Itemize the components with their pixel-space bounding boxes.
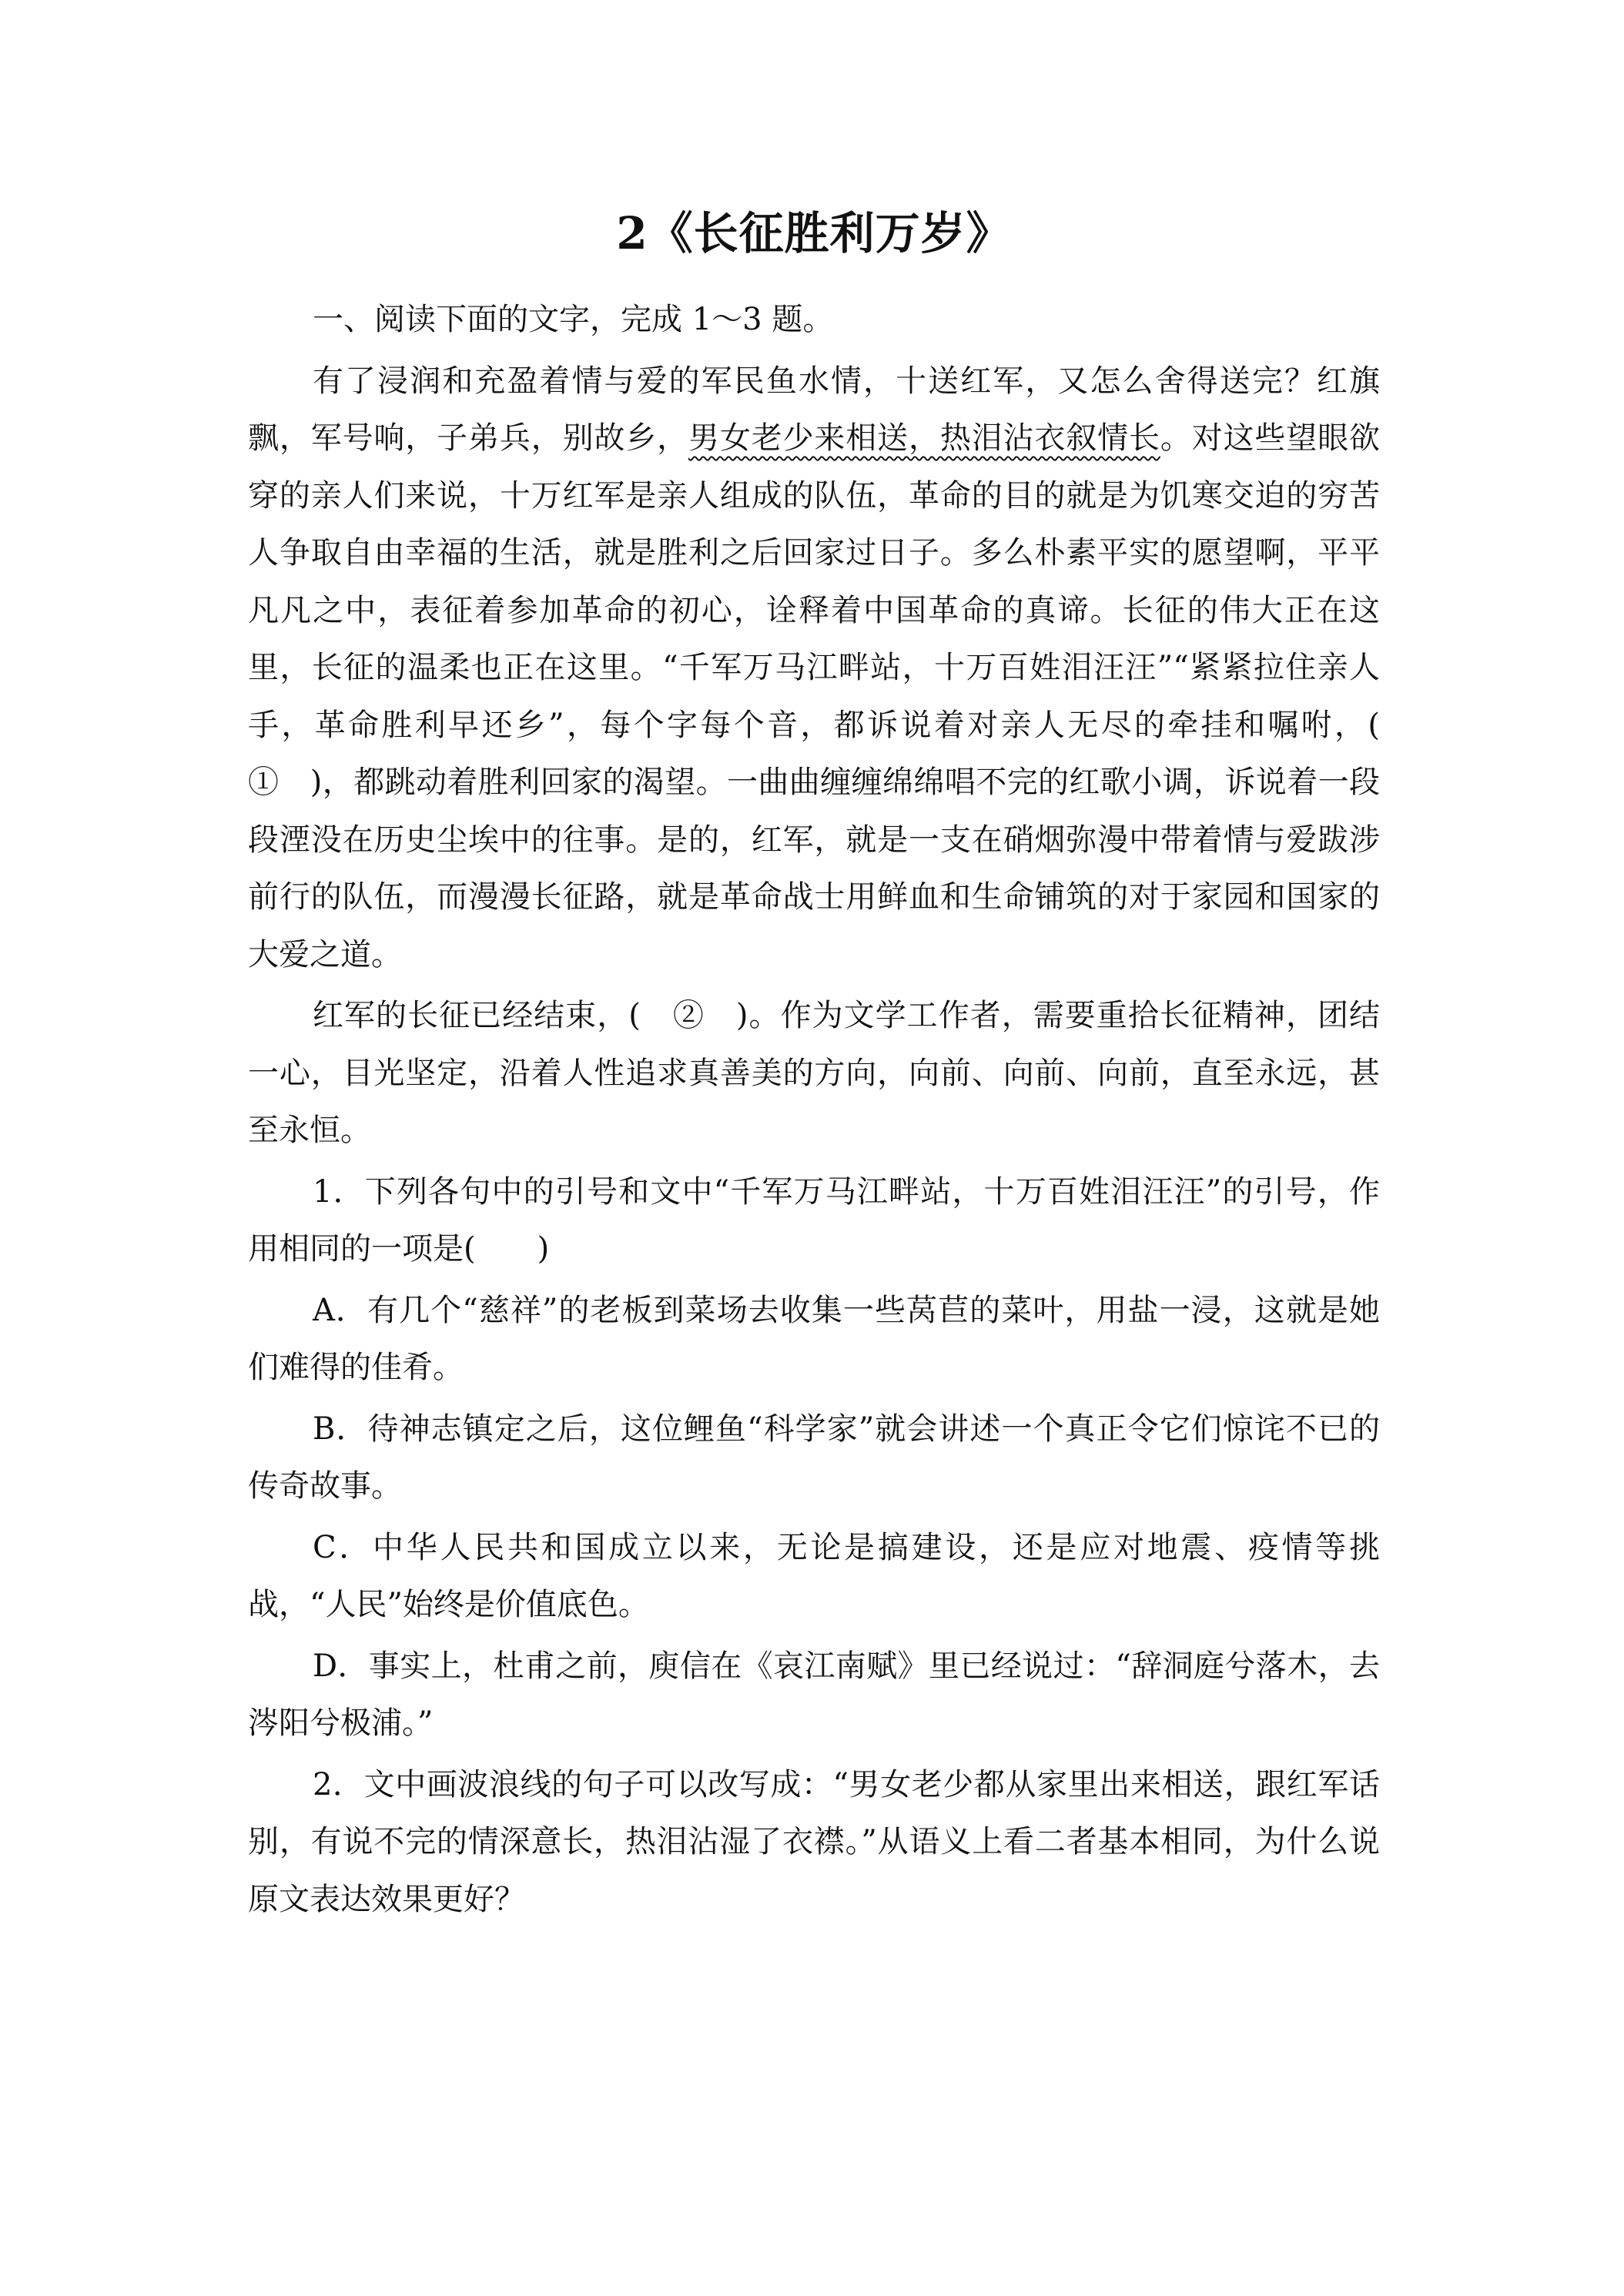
passage-text: 。对这些望眼欲穿的亲人们来说，十万红军是亲人组成的队伍，革命的目的就是为饥寒交迫的穷苦人争取自由幸福的生活，就是胜利之后回家过日子。多么朴素平实的愿望啊，平平凡凡之中，表征着参加革命的初心，诠释着中国革命的真谛。长征的伟大正在这里，长征的温柔也正在这里。“千军万马江畔站，十万百姓泪汪汪”“紧紧拉住亲人手，革命胜利早还乡”，每个字每个音，都诉说着对亲人无尽的牵挂和嘱咐，( ① )，都跳动着胜利回家的渴望。一曲曲缠缠绵绵唱不完的红歌小调，诉说着一段段湮没在历史尘埃中的往事。是的，红军，就是一支在硝烟弥漫中带着情与爱跋涉前行的队伍，而漫漫长征路，就是革命战士用鲜血和生命铺筑的对于家园和国家的大爱之道。	[248, 420, 1411, 972]
question-1-option-b: B．待神志镇定之后，这位鲤鱼“科学家”就会讲述一个真正令它们惊诧不已的传奇故事。	[248, 1411, 1380, 1504]
wavy-underlined-sentence: 男女老少来相送，热泪沾衣叙情长	[688, 420, 1160, 456]
question-1-option-d: D．事实上，杜甫之前，庾信在《哀江南赋》里已经说过：“辞洞庭兮落木，去涔阳兮极浦。”	[248, 1648, 1380, 1741]
question-2-stem: 2．文中画波浪线的句子可以改写成：“男女老少都从家里出来相送，跟红军话别，有说不完的情深意长，热泪沾湿了衣襟。”从语义上看二者基本相同，为什么说原文表达效果更好？	[248, 1766, 1380, 1917]
passage-paragraph-1	[248, 353, 1411, 984]
question-1-stem: 1．下列各句中的引号和文中“千军万马江畔站，十万百姓泪汪汪”的引号，作用相同的一项是( )	[248, 1173, 1380, 1267]
question-1-option-a: A．有几个“慈祥”的老板到菜场去收集一些莴苣的菜叶，用盐一浸，这就是她们难得的佳肴。	[248, 1292, 1380, 1385]
passage-paragraph-2: 红军的长征已经结束，( ② )。作为文学工作者，需要重拾长征精神，团结一心，目光坚定，沿着人性追求真善美的方向，向前、向前、向前，直至永远，甚至永恒。	[248, 998, 1380, 1148]
page-title: 2《长征胜利万岁》	[616, 207, 1012, 259]
section-instruction: 一、阅读下面的文字，完成 1～3 题。	[313, 302, 834, 337]
question-1-option-c: C．中华人民共和国成立以来，无论是搞建设，还是应对地震、疫情等挑战，“人民”始终是价值底色。	[248, 1529, 1380, 1622]
document-body	[248, 291, 1411, 1928]
passage-text: 有了浸润和充盈着情与爱的军民鱼水情，十送红军，又怎么舍得送完？红旗飘，军号响，子弟兵，别故乡，	[248, 363, 1380, 456]
